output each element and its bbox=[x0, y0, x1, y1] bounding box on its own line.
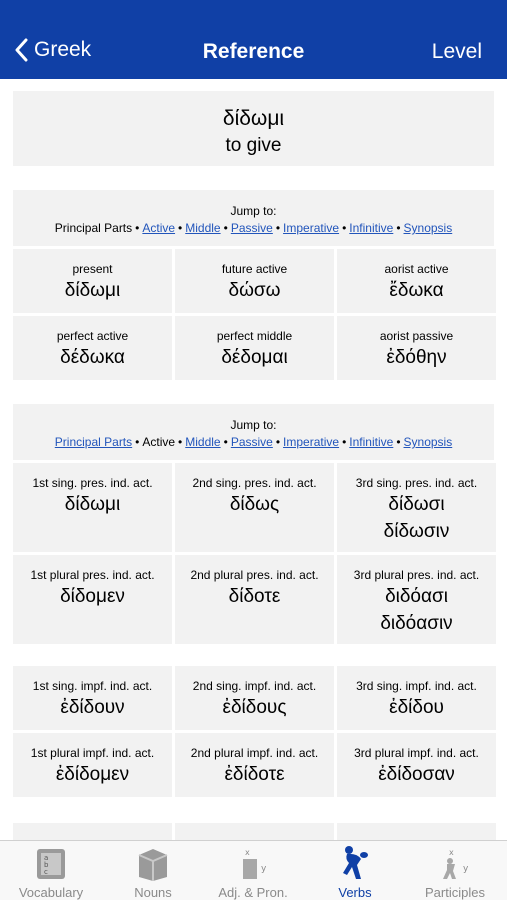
form-label: 2nd plural pres. ind. act. bbox=[190, 568, 319, 582]
greek-form: δίδως bbox=[229, 494, 280, 515]
tab-label: Participles bbox=[425, 885, 485, 900]
conjugation-cell bbox=[337, 666, 496, 730]
jump-link-imperative[interactable]: Imperative bbox=[283, 435, 340, 449]
greek-form: ἐδίδομεν bbox=[55, 764, 130, 785]
svg-text:y: y bbox=[261, 864, 267, 874]
greek-form: ἐδόθην bbox=[386, 347, 447, 368]
form-label: future active bbox=[221, 262, 288, 276]
jump-link-passive[interactable]: Passive bbox=[230, 221, 273, 235]
principal-part-cell bbox=[13, 249, 172, 313]
conjugation-cell bbox=[337, 823, 496, 840]
greek-form: ἐδίδοτε bbox=[224, 764, 285, 785]
form-label: 3rd sing. impf. ind. act. bbox=[356, 679, 477, 693]
jump-link-imperative[interactable]: Imperative bbox=[283, 221, 340, 235]
jump-link-passive[interactable]: Passive bbox=[230, 435, 273, 449]
jump-to-bar-principal bbox=[13, 190, 494, 246]
tab-label: Adj. & Pron. bbox=[218, 885, 288, 900]
tab-participles[interactable] bbox=[405, 841, 505, 901]
form-label: aorist passive bbox=[379, 329, 454, 343]
conjugation-cell bbox=[175, 733, 334, 797]
conjugation-cell bbox=[13, 555, 172, 644]
form-label: aorist active bbox=[384, 262, 449, 276]
form-label: 1st plural impf. ind. act. bbox=[30, 746, 155, 760]
greek-form-alt: δίδωσιν bbox=[383, 521, 450, 542]
svg-text:c: c bbox=[44, 868, 48, 876]
level-button[interactable]: Level bbox=[431, 40, 482, 63]
jump-link-synopsis[interactable]: Synopsis bbox=[403, 435, 453, 449]
svg-text:b: b bbox=[44, 861, 49, 869]
book-icon bbox=[135, 847, 171, 881]
page-title: Reference bbox=[202, 40, 305, 63]
jump-link-active[interactable]: Active bbox=[142, 221, 176, 235]
form-label: 1st plural pres. ind. act. bbox=[30, 568, 155, 582]
principal-part-cell bbox=[337, 249, 496, 313]
svg-text:x: x bbox=[245, 848, 250, 857]
conjugation-cell bbox=[337, 733, 496, 797]
greek-form: δώσω bbox=[228, 280, 281, 301]
reference-content[interactable] bbox=[0, 79, 507, 840]
greek-form: ἔδωκα bbox=[389, 280, 444, 301]
conjugation-cell bbox=[13, 733, 172, 797]
form-label: perfect active bbox=[56, 329, 129, 343]
participle-figure-icon bbox=[437, 847, 473, 881]
conjugation-cell bbox=[13, 823, 172, 840]
tab-bar bbox=[0, 840, 507, 900]
greek-form: ἐδίδου bbox=[389, 697, 444, 718]
headword-gloss: to give bbox=[225, 135, 282, 156]
conjugation-cell bbox=[13, 463, 172, 552]
jump-link-infinitive[interactable]: Infinitive bbox=[349, 435, 394, 449]
form-label: perfect middle bbox=[216, 329, 293, 343]
conjugation-cell bbox=[175, 823, 334, 840]
present-active-grid bbox=[13, 463, 495, 644]
principal-part-cell bbox=[337, 316, 496, 380]
jump-to-bar-active bbox=[13, 404, 494, 460]
greek-form: δίδωμι bbox=[64, 280, 121, 301]
tab-verbs[interactable] bbox=[305, 841, 405, 901]
conjugation-cell bbox=[337, 463, 496, 552]
jump-to-title: Jump to: bbox=[230, 204, 277, 218]
imperfect-active-grid bbox=[13, 666, 495, 797]
greek-form: δίδοτε bbox=[228, 586, 281, 607]
principal-part-cell bbox=[175, 316, 334, 380]
jump-links: Principal Parts • Active • Middle • Passive • Imperative • Infinitive • Synopsis bbox=[54, 435, 453, 449]
jump-to-title: Jump to: bbox=[230, 418, 277, 432]
greek-form: δίδωσι bbox=[388, 494, 445, 515]
jump-link-infinitive[interactable]: Infinitive bbox=[349, 221, 394, 235]
form-label: 2nd plural impf. ind. act. bbox=[190, 746, 319, 760]
form-label: present bbox=[72, 262, 113, 276]
principal-part-cell bbox=[13, 316, 172, 380]
form-label: 3rd sing. pres. ind. act. bbox=[355, 476, 478, 490]
jump-link-middle[interactable]: Middle bbox=[185, 435, 221, 449]
conjugation-cell bbox=[337, 555, 496, 644]
greek-form: διδόασι bbox=[385, 586, 448, 607]
principal-parts-grid bbox=[13, 249, 495, 380]
form-label: 3rd plural impf. ind. act. bbox=[354, 746, 479, 760]
current-section: Active bbox=[142, 435, 176, 449]
future-active-grid-partial bbox=[13, 823, 495, 840]
jump-link-synopsis[interactable]: Synopsis bbox=[403, 221, 453, 235]
back-label: Greek bbox=[34, 38, 92, 61]
greek-form: ἐδίδουν bbox=[60, 697, 125, 718]
tab-nouns[interactable] bbox=[103, 841, 203, 901]
svg-text:a: a bbox=[44, 854, 49, 862]
greek-form-alt: διδόασιν bbox=[380, 613, 453, 634]
conjugation-cell bbox=[13, 666, 172, 730]
greek-form: ἐδίδοσαν bbox=[378, 764, 455, 785]
conjugation-cell bbox=[175, 555, 334, 644]
headword-greek: δίδωμι bbox=[222, 107, 285, 130]
current-section: Principal Parts bbox=[54, 221, 133, 235]
greek-form: δέδωκα bbox=[60, 347, 125, 368]
tab-label: Vocabulary bbox=[18, 885, 84, 900]
tab-label: Verbs bbox=[338, 885, 372, 900]
form-label: 3rd plural pres. ind. act. bbox=[353, 568, 480, 582]
form-label: 1st sing. pres. ind. act. bbox=[32, 476, 153, 490]
greek-form: δίδωμι bbox=[64, 494, 121, 515]
jump-link-principal-parts[interactable]: Principal Parts bbox=[54, 435, 133, 449]
headword-card bbox=[13, 91, 494, 166]
form-label: 2nd sing. pres. ind. act. bbox=[192, 476, 317, 490]
jump-links: Principal Parts • Active • Middle • Passive • Imperative • Infinitive • Synopsis bbox=[54, 221, 453, 235]
discus-thrower-icon bbox=[339, 845, 371, 881]
greek-form: δίδομεν bbox=[60, 586, 125, 607]
navigation-bar bbox=[0, 0, 507, 79]
svg-text:x: x bbox=[449, 848, 454, 857]
adjective-figure-icon bbox=[235, 847, 271, 881]
tab-vocabulary[interactable] bbox=[1, 841, 101, 901]
tab-label: Nouns bbox=[134, 885, 172, 900]
tab-adj-pron[interactable] bbox=[203, 841, 303, 901]
vocabulary-list-icon bbox=[35, 847, 67, 881]
conjugation-cell bbox=[175, 463, 334, 552]
greek-form: δέδομαι bbox=[221, 347, 288, 368]
principal-part-cell bbox=[175, 249, 334, 313]
greek-form: ἐδίδους bbox=[222, 697, 287, 718]
svg-text:y: y bbox=[463, 864, 469, 874]
conjugation-cell bbox=[175, 666, 334, 730]
jump-link-middle[interactable]: Middle bbox=[185, 221, 221, 235]
form-label: 1st sing. impf. ind. act. bbox=[32, 679, 153, 693]
form-label: 2nd sing. impf. ind. act. bbox=[192, 679, 317, 693]
